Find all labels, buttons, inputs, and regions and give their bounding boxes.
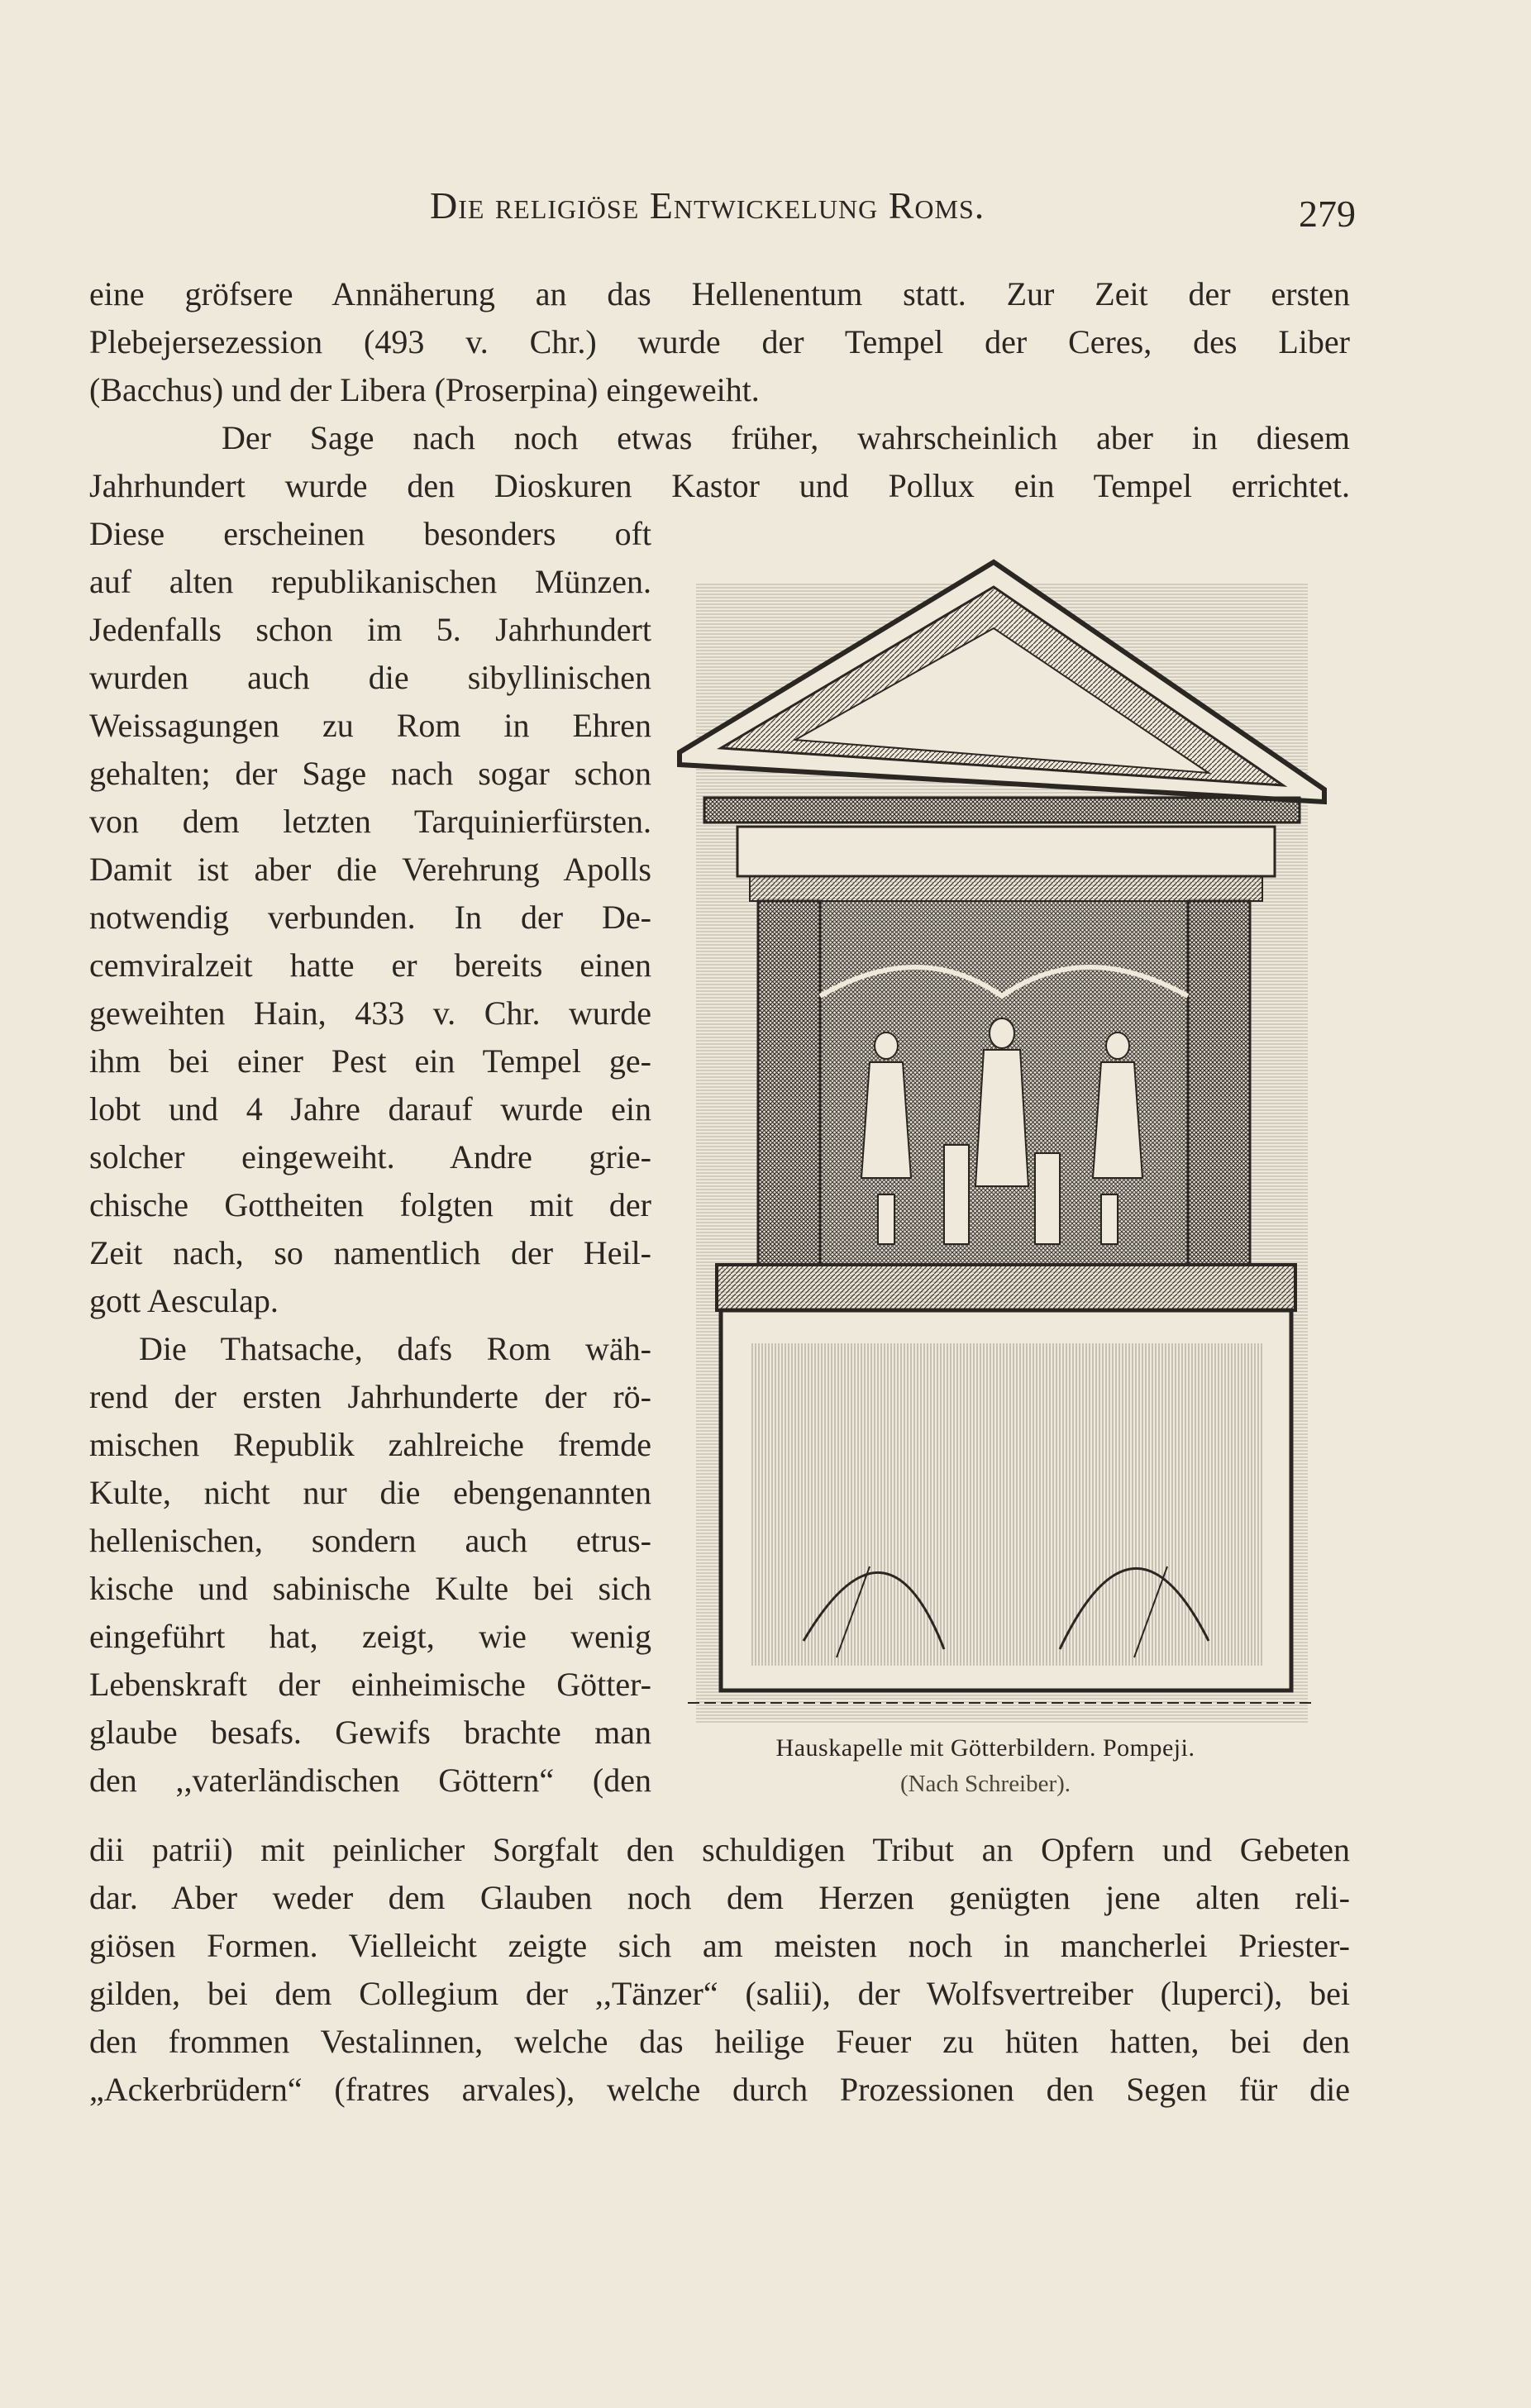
text-line: notwendig verbunden. In der De- <box>89 899 651 936</box>
text-line: gilden, bei dem Collegium der ,,Tänzer“ (salii), der Wolfsvertreiber (luperci), bei <box>89 1975 1350 2012</box>
text-line: Lebenskraft der einheimische Götter- <box>89 1666 651 1703</box>
text-line: (Bacchus) und der Libera (Proserpina) eingeweiht. <box>89 371 760 408</box>
text-line: cemviralzeit hatte er bereits einen <box>89 947 651 984</box>
text-line: mischen Republik zahlreiche fremde <box>89 1426 651 1463</box>
figure-caption: Hauskapelle mit Götterbildern. Pompeji. <box>775 1734 1195 1762</box>
text-line: Kulte, nicht nur die ebengenannten <box>89 1474 651 1511</box>
text-line: solcher eingeweiht. Andre grie- <box>89 1138 651 1175</box>
top-paragraphs <box>89 270 1350 510</box>
text-line: wurden auch die sibyllinischen <box>89 659 651 696</box>
text-line: Jedenfalls schon im 5. Jahrhundert <box>89 611 651 648</box>
text-line: den frommen Vestalinnen, welche das heilige Feuer zu hüten hatten, bei den <box>89 2023 1350 2060</box>
text-line: eine gröfsere Annäherung an das Hellenentum statt. Zur Zeit der ersten <box>89 275 1350 312</box>
text-line: eingeführt hat, zeigt, wie wenig <box>89 1618 651 1655</box>
figure-credit: (Nach Schreiber). <box>899 1771 1071 1797</box>
text-line: Jahrhundert wurde den Dioskuren Kastor und Pollux ein Tempel errichtet. <box>89 467 1350 504</box>
text-line: Die Thatsache, dafs Rom wäh- <box>139 1330 651 1367</box>
text-line: giösen Formen. Vielleicht zeigte sich am meisten noch in mancherlei Priester- <box>89 1927 1350 1964</box>
text-line: dii patrii) mit peinlicher Sorgfalt den schuldigen Tribut an Opfern und Gebeten <box>89 1831 1350 1868</box>
shrine-illustration <box>671 550 1333 1728</box>
text-line: glaube besafs. Gewifs brachte man <box>89 1714 651 1751</box>
running-head: Die religiöse Entwickelung Roms. <box>430 184 985 226</box>
text-line: chische Gottheiten folgten mit der <box>89 1186 651 1223</box>
text-line: hellenischen, sondern auch etrus- <box>89 1522 651 1559</box>
text-line: Der Sage nach noch etwas früher, wahrscheinlich aber in diesem <box>222 419 1350 456</box>
text-line: von dem letzten Tarquinierfürsten. <box>89 803 651 840</box>
text-line: Damit ist aber die Verehrung Apolls <box>89 851 651 888</box>
text-line: auf alten republikanischen Münzen. <box>89 563 651 600</box>
bottom-paragraphs <box>89 1826 1350 2114</box>
text-line: ihm bei einer Pest ein Tempel ge- <box>89 1042 651 1080</box>
text-line: dar. Aber weder dem Glauben noch dem Herzen genügten jene alten reli- <box>89 1879 1350 1916</box>
text-line: Diese erscheinen besonders oft <box>89 515 651 552</box>
text-line: kische und sabinische Kulte bei sich <box>89 1570 651 1607</box>
text-line: Plebejersezession (493 v. Chr.) wurde der Tempel der Ceres, des Liber <box>89 323 1350 360</box>
text-line: rend der ersten Jahrhunderte der rö- <box>89 1378 651 1415</box>
text-line: „Ackerbrüdern“ (fratres arvales), welche durch Prozessionen den Segen für die <box>89 2071 1350 2108</box>
text-line: den ,,vaterländischen Göttern“ (den <box>89 1762 651 1799</box>
text-line: geweihten Hain, 433 v. Chr. wurde <box>89 994 651 1032</box>
text-line: gott Aesculap. <box>89 1282 279 1319</box>
page-number: 279 <box>1299 193 1356 235</box>
side-column <box>89 510 651 1805</box>
text-line: gehalten; der Sage nach sogar schon <box>89 755 651 792</box>
text-line: Weissagungen zu Rom in Ehren <box>89 707 651 744</box>
text-line: Zeit nach, so namentlich der Heil- <box>89 1234 651 1271</box>
text-line: lobt und 4 Jahre darauf wurde ein <box>89 1090 651 1128</box>
